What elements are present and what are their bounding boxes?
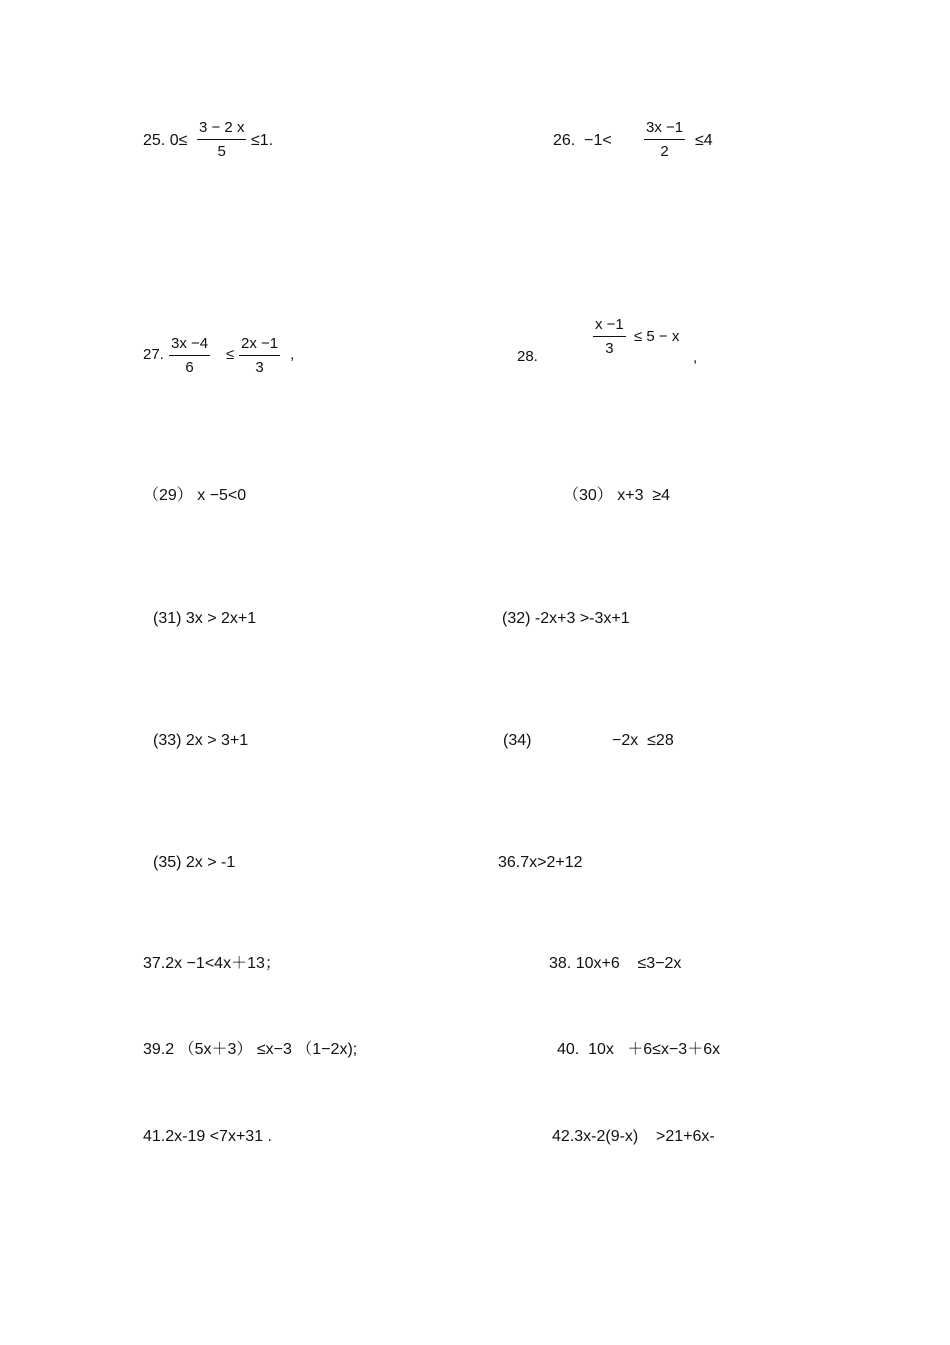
fraction-bar (239, 355, 280, 356)
problem-39: 39.2 （5x＋3） ≤x−3 （1−2x); (143, 1041, 358, 1058)
problem-28-suffix: , (693, 349, 698, 366)
problem-27-denominator-right: 3 (255, 359, 264, 376)
problem-41: 41.2x-19 <7x+31 . (143, 1128, 272, 1145)
problem-26-denominator: 2 (660, 143, 669, 160)
problem-28-fraction (593, 316, 626, 358)
problem-34-expression: −2x ≤28 (612, 732, 674, 749)
problem-28-numerator: x −1 (595, 316, 624, 333)
problem-31: (31) 3x > 2x+1 (153, 610, 257, 627)
problem-34-label: (34) (503, 732, 532, 749)
problem-25-prefix: 25. 0≤ (143, 132, 188, 149)
problem-38: 38. 10x+6 ≤3−2x (549, 955, 682, 972)
fraction-bar (197, 139, 246, 140)
problem-42: 42.3x-2(9-x) >21+6x- (552, 1128, 715, 1145)
problem-27-operator: ≤ (226, 346, 235, 363)
problem-27-prefix: 27. (143, 346, 164, 363)
problem-25-suffix: ≤1. (251, 132, 274, 149)
problem-27-suffix: , (290, 346, 295, 363)
problem-26-fraction (644, 119, 685, 161)
problem-29: （29） x −5<0 (143, 487, 247, 504)
problem-27-fraction-right (239, 335, 280, 377)
problem-35: (35) 2x > -1 (153, 854, 236, 871)
problem-27-numerator-right: 2x −1 (241, 335, 279, 352)
problem-27-denominator-left: 6 (185, 359, 194, 376)
problem-27-numerator-left: 3x −4 (171, 335, 209, 352)
problem-27-fraction-left (169, 335, 210, 377)
fraction-bar (644, 139, 685, 140)
problem-33: (33) 2x > 3+1 (153, 732, 249, 749)
problem-26-numerator: 3x −1 (646, 119, 684, 136)
problem-37: 37.2x −1<4x＋13； (143, 955, 281, 972)
problem-26-prefix: 26. −1< (553, 132, 612, 149)
problem-40: 40. 10x ＋6≤x−3＋6x (557, 1041, 721, 1058)
problem-30: （30） x+3 ≥4 (563, 487, 671, 504)
problem-25-numerator: 3 − 2 x (199, 119, 245, 136)
problem-28-denominator: 3 (605, 340, 614, 357)
problem-28-rhs: ≤ 5 − x (634, 328, 680, 345)
problem-25-fraction (197, 119, 246, 161)
problem-32: (32) -2x+3 >-3x+1 (502, 610, 630, 627)
problem-25-denominator: 5 (217, 143, 226, 160)
problem-26-suffix: ≤4 (695, 132, 713, 149)
fraction-bar (593, 336, 626, 337)
fraction-bar (169, 355, 210, 356)
problem-28-prefix: 28. (517, 348, 538, 365)
problem-36: 36.7x>2+12 (498, 854, 583, 871)
